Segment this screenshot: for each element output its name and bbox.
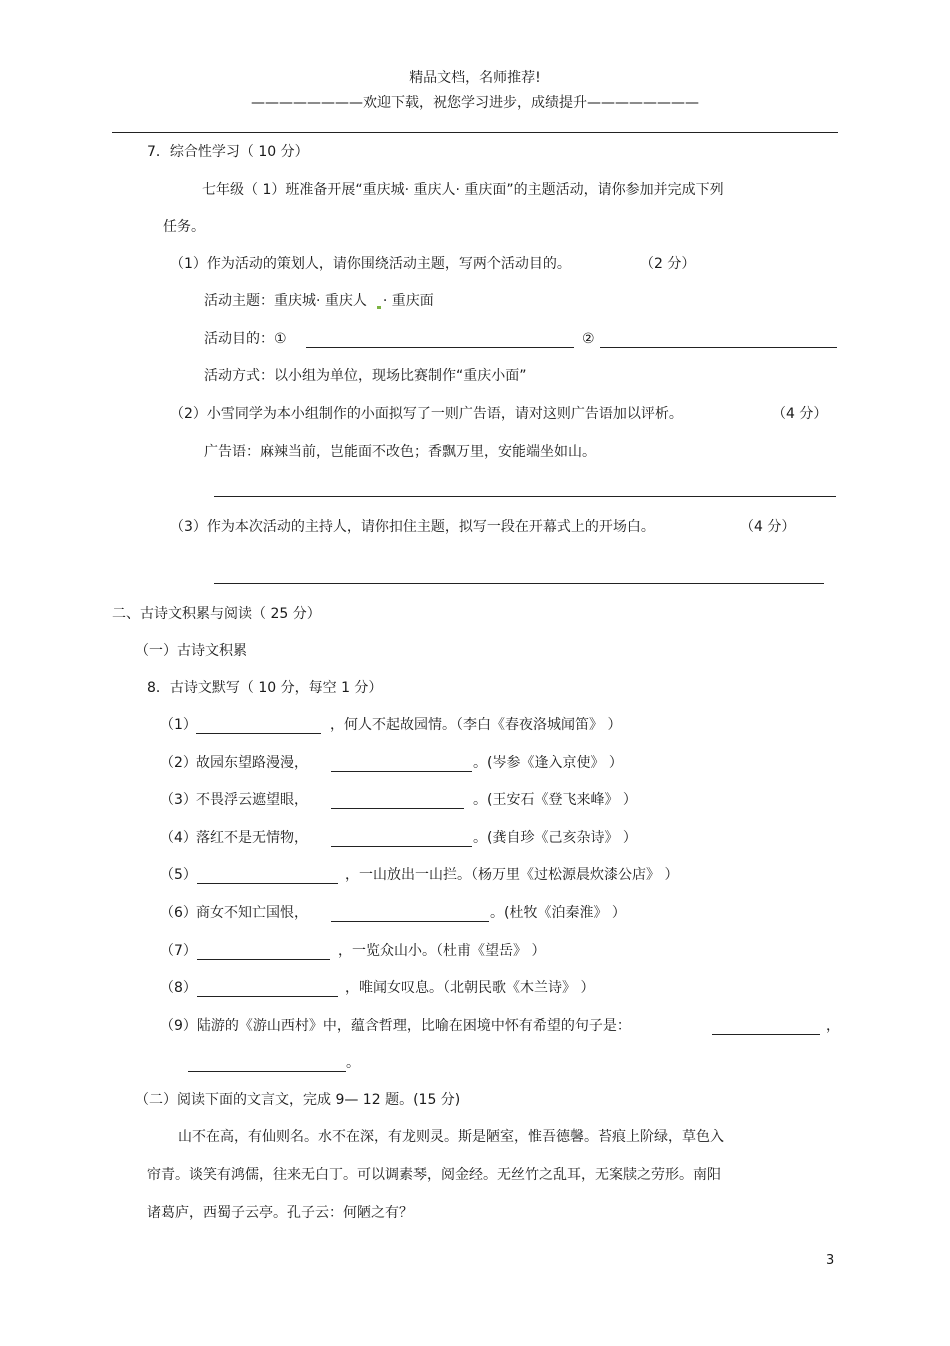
poem-line-after: ，何人不起故园情。（李白《春夜洛城闻笛》 ） — [330, 717, 622, 733]
item-9-blank-1[interactable] — [712, 1020, 820, 1035]
item-number: （4） — [160, 830, 197, 846]
section2-sub2: （二）阅读下面的文言文，完成 9— 12 题。(15 分) — [135, 1092, 461, 1108]
poem-line-before: 落红不是无情物， — [196, 830, 308, 846]
q7-part3-question: （3）作为本次活动的主持人，请你扣住主题，拟写一段在开幕式上的开场白。 — [170, 519, 655, 535]
item-number: （8） — [160, 980, 197, 996]
header-line1: 精品文档，名师推荐! — [409, 70, 541, 86]
answer-blank[interactable] — [331, 794, 464, 809]
poem-line-after: 。(王安石《登飞来峰》 ） — [473, 792, 637, 808]
item-9-blank-2[interactable] — [188, 1057, 346, 1072]
poem-line-after: ，一山放出一山拦。（杨万里《过松源晨炊漆公店》 ） — [345, 867, 679, 883]
q7-intro-line1: 七年级（ 1）班准备开展“重庆城· 重庆人· 重庆面”的主题活动，请你参加并完成下列 — [202, 182, 724, 198]
page-number: 3 — [826, 1253, 835, 1268]
purpose-label: 活动目的：① — [204, 331, 287, 347]
answer-blank[interactable] — [197, 945, 330, 960]
ad-comment-answer-line[interactable] — [214, 496, 836, 497]
poem-line-after: ，唯闻女叹息。（北朝民歌《木兰诗》 ） — [345, 980, 595, 996]
answer-blank[interactable] — [197, 869, 338, 884]
activity-theme-label: 活动主题：重庆城· 重庆人 — [204, 293, 367, 309]
item-9-period: 。 — [346, 1055, 360, 1071]
item-number: （7） — [160, 943, 197, 959]
item-9-comma: ， — [826, 1018, 840, 1034]
header-line2: ————————欢迎下载，祝您学习进步，成绩提升———————— — [251, 95, 699, 111]
header-divider — [112, 132, 838, 133]
q7-part1-question: （1）作为活动的策划人，请你围绕活动主题，写两个活动目的。 — [170, 256, 571, 272]
purpose-1-blank[interactable] — [306, 333, 574, 348]
poem-line-before: 商女不知亡国恨， — [196, 905, 308, 921]
answer-blank[interactable] — [331, 757, 472, 772]
ad-slogan: 广告语：麻辣当前，岂能面不改色；香飘万里，安能端坐如山。 — [204, 444, 596, 460]
item-number: （3） — [160, 792, 197, 808]
poem-line-after: 。(岑参《逢入京使》 ） — [473, 755, 623, 771]
answer-blank[interactable] — [331, 832, 472, 847]
activity-method: 活动方式：以小组为单位，现场比赛制作“重庆小面” — [204, 368, 527, 384]
item-number: （6） — [160, 905, 197, 921]
poem-line-after: 。(杜牧《泊秦淮》 ） — [490, 905, 626, 921]
item-number: （2） — [160, 755, 197, 771]
item-9-question: （9）陆游的《游山西村》中，蕴含哲理，比喻在困境中怀有希望的句子是： — [160, 1018, 631, 1034]
q7-part2-question: （2）小雪同学为本小组制作的小面拟写了一则广告语，请对这则广告语加以评析。 — [170, 406, 683, 422]
q7-part1-score: （2 分） — [640, 256, 696, 272]
item-number: （5） — [160, 867, 197, 883]
purpose-2-label: ② — [582, 331, 595, 347]
section2-sub1: （一）古诗文积累 — [135, 643, 247, 659]
purpose-2-blank[interactable] — [600, 333, 837, 348]
q8-title: 8．古诗文默写（ 10 分，每空 1 分） — [147, 680, 383, 696]
passage-line: 诸葛庐，西蜀子云亭。孔子云：何陋之有？ — [147, 1205, 413, 1221]
answer-blank[interactable] — [197, 982, 338, 997]
item-number: （1） — [160, 717, 197, 733]
q7-part2-score: （4 分） — [772, 406, 828, 422]
activity-theme — [204, 292, 434, 310]
q7-title: 7．综合性学习（ 10 分） — [147, 144, 309, 160]
section2-title: 二、古诗文积累与阅读（ 25 分） — [112, 606, 321, 622]
ink-mark — [377, 306, 381, 309]
passage-line: 帘青。谈笑有鸿儒，往来无白丁。可以调素琴，阅金经。无丝竹之乱耳，无案牍之劳形。南阳 — [147, 1167, 721, 1183]
q7-intro-line2: 任务。 — [163, 219, 205, 235]
q7-part3-score: （4 分） — [740, 519, 796, 535]
passage-line: 山不在高，有仙则名。水不在深，有龙则灵。斯是陋室，惟吾德馨。苔痕上阶绿，草色入 — [178, 1129, 724, 1145]
poem-line-after: ，一览众山小。（杜甫《望岳》 ） — [338, 943, 546, 959]
activity-theme-end: · 重庆面 — [382, 293, 434, 309]
answer-blank[interactable] — [196, 719, 321, 734]
poem-line-before: 故园东望路漫漫， — [196, 755, 308, 771]
answer-blank[interactable] — [331, 907, 489, 922]
poem-line-before: 不畏浮云遮望眼， — [196, 792, 308, 808]
opening-speech-answer-line[interactable] — [214, 583, 824, 584]
poem-line-after: 。(龚自珍《己亥杂诗》 ） — [473, 830, 637, 846]
